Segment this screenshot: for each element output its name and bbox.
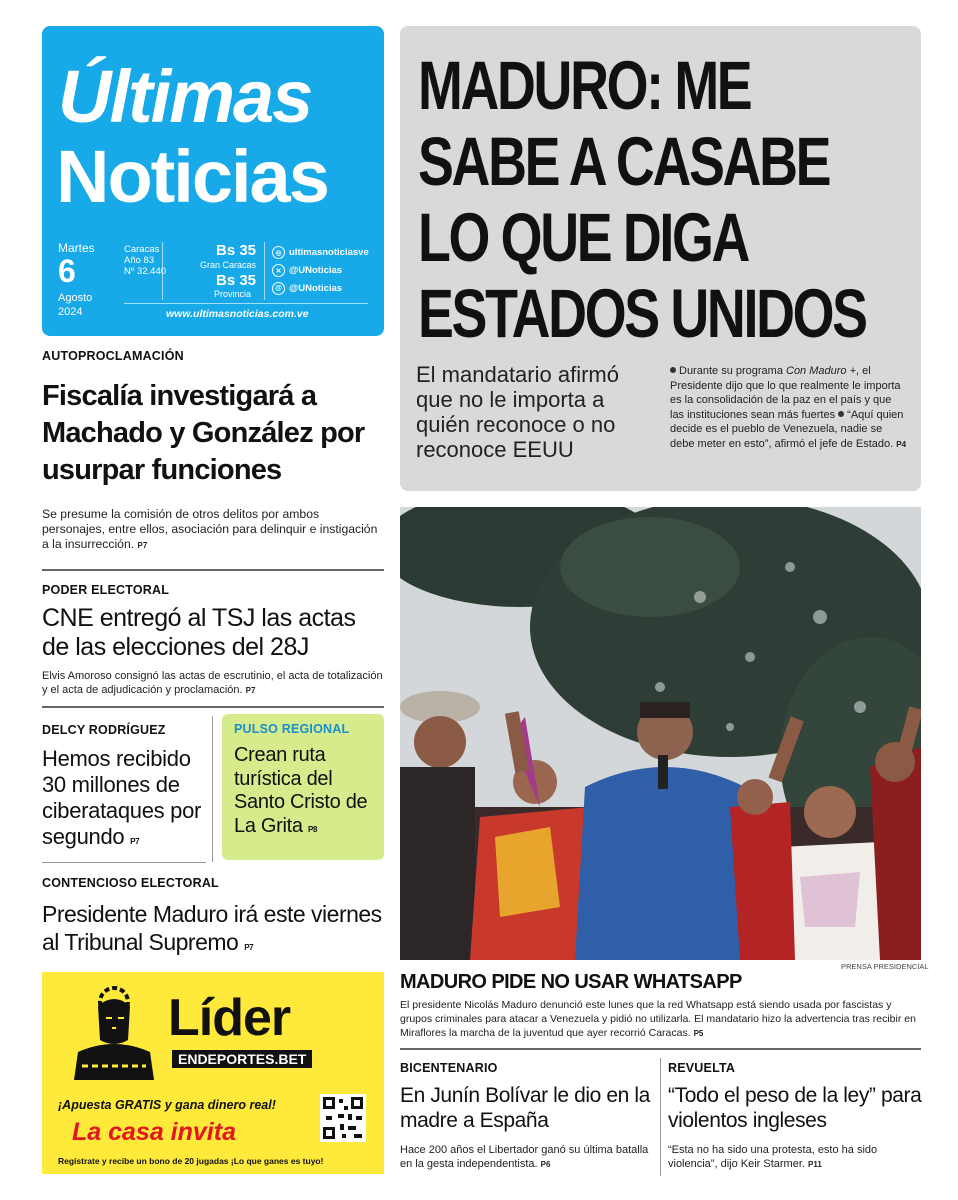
headline-cne[interactable]: CNE entregó al TSJ las actas de las elecciones del 28J: [42, 604, 356, 661]
ad-footer: Regístrate y recibe un bono de 20 jugadas ¡Lo que ganes es tuyo!: [58, 1156, 324, 1166]
body-revuelta: [668, 1143, 922, 1172]
body-fiscalia-text: Se presume la comisión de otros delitos por ambos personajes, entre ellos, asociación para delinquir e instigación a la insurrección.: [42, 507, 378, 551]
kicker-contencioso: CONTENCIOSO ELECTORAL: [42, 876, 219, 890]
headline-junin[interactable]: En Junín Bolívar le dio en la madre a España: [400, 1084, 650, 1132]
ad-brand-sub: ENDEPORTES.BET: [172, 1050, 312, 1068]
gladiator-logo-icon: [68, 982, 160, 1082]
masthead-divider-3: [124, 303, 368, 304]
ad-brand: Líder: [168, 989, 291, 1047]
photo-illustration: [400, 507, 921, 960]
body-cne-text: Elvis Amoroso consignó las actas de escrutinio, el acta de totalización y el acta de adjudicación y proclamación.: [42, 670, 383, 696]
kicker-autoproclamacion: AUTOPROCLAMACIÓN: [42, 349, 184, 363]
masthead-divider-2: [264, 242, 265, 300]
bullet2: “Aquí quien decide es el pueblo de Venezuela, nadie se debe meter en esto”, afirmó el jefe de Estado.: [670, 408, 904, 450]
body-fiscalia: [42, 507, 382, 553]
ad-slogan: La casa invita: [72, 1118, 236, 1146]
page-ref: P7: [130, 837, 140, 846]
price-caracas: Bs 35: [216, 242, 257, 259]
divider: [400, 1048, 921, 1050]
page-ref: P5: [693, 1029, 704, 1038]
body-junin-text: Hace 200 años el Libertador ganó su última batalla en la gesta independentista.: [400, 1144, 649, 1170]
price-caracas-label: Gran Caracas: [200, 260, 257, 270]
social-x-label: @UNoticias: [289, 265, 343, 276]
divider: [42, 569, 384, 571]
headline-fiscalia[interactable]: Fiscalía investigará a Machado y González por usurpar funciones: [42, 380, 365, 486]
headline-contencioso-text: Presidente Maduro irá este viernes al Tribunal Supremo: [42, 901, 382, 955]
body-cne: [42, 669, 384, 698]
page-ref: P7: [137, 541, 148, 550]
edition-year: Año 83: [124, 255, 155, 266]
instagram-icon: ◎: [272, 246, 285, 259]
kicker-bicentenario: BICENTENARIO: [400, 1061, 498, 1075]
headline-contencioso[interactable]: [42, 900, 387, 962]
page-ref: P7: [244, 943, 254, 952]
issue-number: Nº 32.440: [124, 266, 167, 277]
body-whatsapp-text: El presidente Nicolás Maduro denunció este lunes que la red Whatsapp está siendo usada por fascistas y grupos criminales para atacar a Venezuela y pidió no utilizarla. El mandatario hizo la advertencia tras recibir en Miraflores la marcha de la juventud que ayer recorrió Caracas.: [400, 999, 916, 1039]
logo-line-1: Últimas: [58, 55, 312, 138]
price-provincia: Bs 35: [216, 272, 257, 289]
bullet-icon: [838, 411, 844, 417]
bullet1-a: Durante su programa: [679, 365, 786, 377]
headline-whatsapp[interactable]: MADURO PIDE NO USAR WHATSAPP: [400, 971, 742, 993]
photo-credit: PRENSA PRESIDENCIAL: [841, 962, 929, 971]
kicker-revuelta: REVUELTA: [668, 1061, 736, 1075]
main-headline-line-3: LO QUE DIGA: [418, 199, 749, 276]
x-icon: ✕: [272, 264, 285, 277]
main-headline-line-1: MADURO: ME: [418, 47, 751, 124]
page-ref: P8: [308, 824, 318, 834]
bullet1-program: Con Maduro +: [786, 365, 857, 377]
headline-delcy[interactable]: [42, 746, 214, 855]
city: Caracas: [124, 244, 160, 255]
page-ref: P4: [896, 439, 907, 449]
social-instagram[interactable]: [272, 246, 369, 259]
pulso-regional-box: [222, 714, 384, 860]
qr-code-icon[interactable]: [320, 1094, 366, 1142]
social-threads-label: @UNoticias: [289, 283, 343, 294]
social-threads[interactable]: [272, 282, 342, 295]
main-headline: [418, 48, 909, 352]
bullet1-b: , el Presidente dijo que lo que realmente le importa es la consolidación de la paz en el país y que las instituciones sean más fuertes: [670, 365, 901, 421]
divider: [42, 862, 206, 863]
page-ref: P7: [245, 686, 256, 695]
headline-revuelta[interactable]: “Todo el peso de la ley” para violentos ingleses: [668, 1084, 922, 1132]
main-deck: El mandatario afirmó que no le importa a quién reconoce o no reconoce EEUU: [416, 362, 619, 462]
divider-vertical: [212, 716, 213, 862]
kicker-delcy: DELCY RODRÍGUEZ: [42, 723, 166, 737]
divider: [42, 706, 384, 708]
month: Agosto: [58, 292, 93, 304]
headline-delcy-text: Hemos recibido 30 millones de ciberataques por segundo: [42, 746, 202, 849]
body-revuelta-text: “Esta no ha sido una protesta, esto ha sido violencia”, dijo Keir Starmer.: [668, 1144, 878, 1170]
main-headline-line-2: SABE A CASABE: [418, 123, 830, 200]
logo-line-2: Noticias: [56, 135, 328, 218]
divider-vertical: [660, 1058, 661, 1176]
page-ref: P11: [808, 1160, 822, 1169]
main-bullets: [670, 364, 908, 452]
headline-pulso[interactable]: [234, 744, 379, 841]
bullet-icon: [670, 367, 676, 373]
kicker-pulso: PULSO REGIONAL: [234, 722, 350, 736]
headline-pulso-text: Crean ruta turística del Santo Cristo de La Grita: [234, 744, 368, 837]
body-junin: [400, 1143, 658, 1172]
ad-tagline: ¡Apuesta GRATIS y gana dinero real!: [58, 1098, 276, 1112]
main-story: [400, 26, 921, 491]
page-ref: P6: [540, 1160, 551, 1169]
social-instagram-label: ultimasnoticiasve: [289, 247, 369, 258]
day-name: Martes: [58, 241, 95, 255]
website-url[interactable]: www.ultimasnoticias.com.ve: [166, 308, 309, 320]
main-headline-line-4: ESTADOS UNIDOS: [418, 275, 866, 352]
day-number: 6: [58, 253, 76, 289]
advertisement-lider[interactable]: [42, 972, 384, 1174]
year: 2024: [58, 306, 83, 318]
kicker-poder-electoral: PODER ELECTORAL: [42, 583, 170, 597]
threads-icon: @: [272, 282, 285, 295]
body-whatsapp: [400, 998, 922, 1041]
photo-maduro-rally: [400, 507, 921, 960]
masthead: [42, 26, 384, 336]
price-provincia-label: Provincia: [214, 289, 252, 299]
social-x[interactable]: [272, 264, 342, 277]
